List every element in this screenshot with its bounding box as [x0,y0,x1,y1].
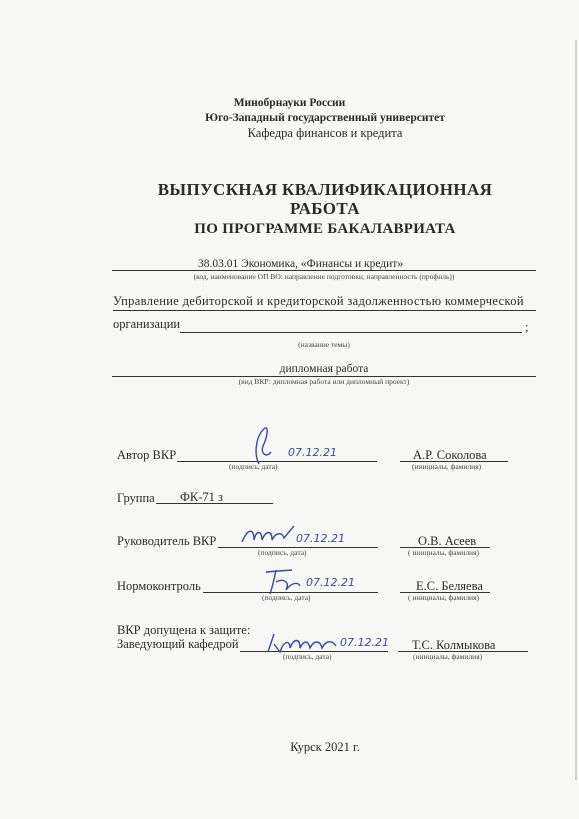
author-label: Автор ВКР [117,448,177,462]
work-type-value: дипломная работа [279,363,369,375]
admission-name-caption: (инициалы, фамилия) [413,652,483,661]
supervisor-signature [240,522,296,550]
work-title-line1: ВЫПУСКНАЯ КВАЛИФИКАЦИОННАЯ [157,180,493,199]
program-underline [112,270,536,271]
normcontrol-name-caption: ( инициалы, фамилия) [408,593,480,602]
admission-label: ВКР допущена к защите: [117,623,251,637]
normcontrol-sign-date: 07.12.21 [306,576,355,589]
group-label: Группа [117,491,155,505]
work-type-caption: (вид ВКР: дипломная работа или дипломный проект) [238,377,410,386]
head-of-department-name: Т.С. Колмыкова [412,638,496,652]
author-sign-date: 07.12.21 [288,446,337,459]
supervisor-name-caption: ( инициалы, фамилия) [408,548,480,557]
program-caption: (код, наименование ОП ВО: направление подготовки, направленность (профиль)) [193,272,455,281]
work-title-line3: ПО ПРОГРАММЕ БАКАЛАВРИАТА [194,221,456,237]
supervisor-label: Руководитель ВКР [117,534,217,548]
topic-underline2 [180,332,522,333]
group-value: ФК-71 з [180,490,223,504]
admission-sign-caption: (подпись, дата) [283,652,332,661]
topic-end-mark: ; [525,320,529,334]
university-name: Юго-Западный государственный университет [205,112,445,124]
work-title-line2: РАБОТА [289,199,360,218]
author-sign-caption: (подпись, дата) [229,462,278,471]
topic-underline1 [113,310,536,311]
head-of-department-label: Заведующий кафедрой [117,637,239,651]
author-name-caption: (инициалы, фамилия) [412,462,482,471]
place-year: Курск 2021 г. [290,740,360,754]
normcontrol-name: Е.С. Беляева [416,579,483,593]
program-value: 38.03.01 Экономика, «Финансы и кредит» [198,258,404,270]
ministry-name: Минобрнауки России [233,97,346,109]
group-underline [156,503,273,504]
department-name: Кафедра финансов и кредита [247,126,403,140]
topic-line1: Управление дебиторской и кредиторской задолженностью коммерческой [113,294,524,308]
supervisor-name: О.В. Асеев [418,534,477,548]
scan-edge [575,40,577,780]
topic-line2: организации [113,317,181,331]
supervisor-sign-caption: (подпись, дата) [258,548,307,557]
admission-sign-date: 07.12.21 [340,636,389,649]
author-name: А.Р. Соколова [413,448,487,462]
normcontrol-label: Нормоконтроль [117,579,201,593]
normcontrol-sign-caption: (подпись, дата) [262,593,311,602]
topic-caption: (название темы) [298,340,350,349]
supervisor-sign-date: 07.12.21 [296,532,345,545]
